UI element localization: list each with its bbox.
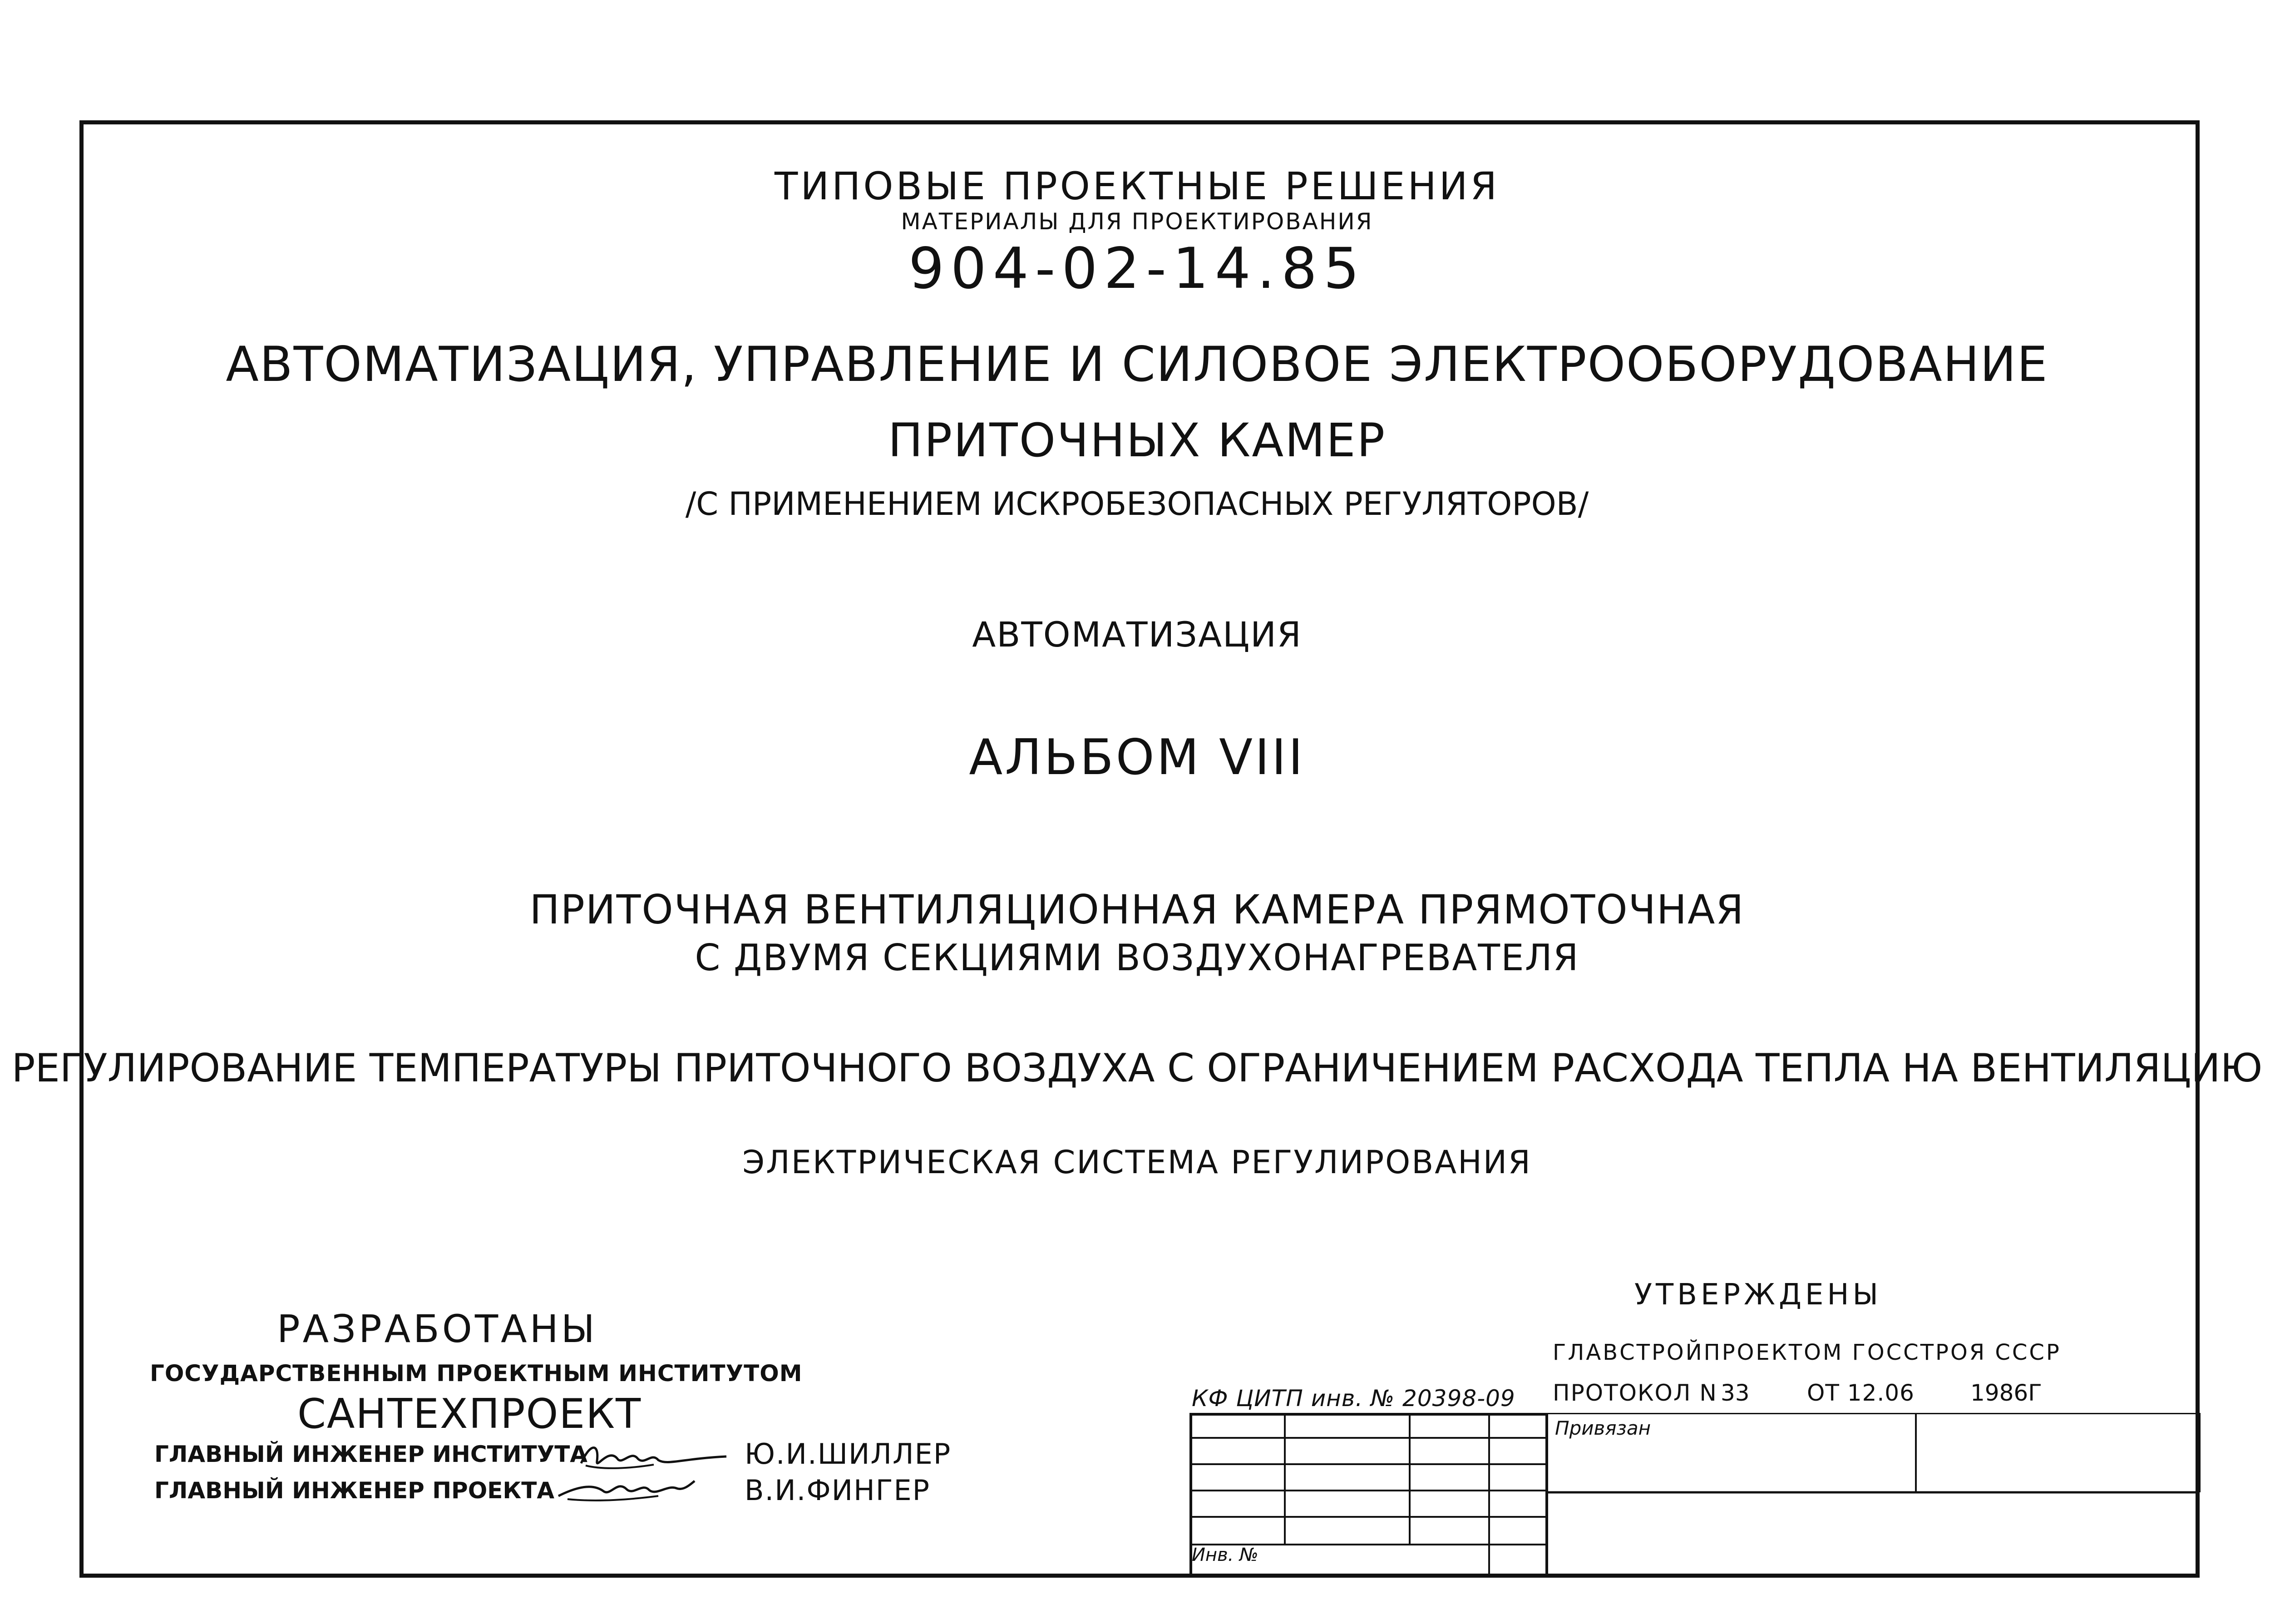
approval-heading: УТВЕРЖДЕНЫ bbox=[1634, 1278, 1882, 1312]
section-name: АВТОМАТИЗАЦИЯ bbox=[972, 614, 1302, 655]
main-title-line1: АВТОМАТИЗАЦИЯ, УПРАВЛЕНИЕ И СИЛОВОЕ ЭЛЕКТРООБОРУДОВАНИЕ bbox=[226, 336, 2048, 392]
inventory-number-top: КФ ЦИТП инв. № 20398-09 bbox=[1192, 1385, 1515, 1412]
inventory-no-label: Инв. № bbox=[1192, 1545, 1258, 1565]
chief-engineer-institute-name: Ю.И.ШИЛЛЕР bbox=[745, 1437, 952, 1471]
signature-1 bbox=[577, 1438, 731, 1475]
signature-2 bbox=[554, 1471, 699, 1507]
developer-heading: РАЗРАБОТАНЫ bbox=[277, 1307, 597, 1351]
developer-institute: САНТЕХПРОЕКТ bbox=[297, 1390, 642, 1438]
chief-engineer-institute-label: ГЛАВНЫЙ ИНЖЕНЕР ИНСТИТУТА bbox=[154, 1441, 588, 1467]
project-code: 904-02-14.85 bbox=[908, 236, 1366, 301]
description-line1: ПРИТОЧНАЯ ВЕНТИЛЯЦИОННАЯ КАМЕРА ПРЯМОТОЧНАЯ bbox=[529, 886, 1745, 933]
chief-engineer-project-label: ГЛАВНЫЙ ИНЖЕНЕР ПРОЕКТА bbox=[154, 1477, 555, 1504]
protocol-year: 1986Г bbox=[1970, 1380, 2042, 1406]
album-number: АЛЬБОМ VIII bbox=[969, 729, 1305, 786]
protocol-label: ПРОТОКОЛ N bbox=[1553, 1380, 1717, 1406]
main-title-line3: /С ПРИМЕНЕНИЕМ ИСКРОБЕЗОПАСНЫХ РЕГУЛЯТОРОВ/ bbox=[685, 485, 1589, 523]
protocol-date: ОТ 12.06 bbox=[1807, 1380, 1915, 1406]
system-description: ЭЛЕКТРИЧЕСКАЯ СИСТЕМА РЕГУЛИРОВАНИЯ bbox=[742, 1144, 1532, 1181]
main-title-line2: ПРИТОЧНЫХ КАМЕР bbox=[888, 414, 1387, 468]
stamp-table bbox=[1189, 1413, 2202, 1579]
developer-organization: ГОСУДАРСТВЕННЫМ ПРОЕКТНЫМ ИНСТИТУТОМ bbox=[150, 1360, 803, 1387]
series-title: ТИПОВЫЕ ПРОЕКТНЫЕ РЕШЕНИЯ bbox=[775, 164, 1500, 208]
chief-engineer-project-name: В.И.ФИНГЕР bbox=[745, 1474, 931, 1507]
protocol-number: 33 bbox=[1721, 1380, 1750, 1406]
description-line2: С ДВУМЯ СЕКЦИЯМИ ВОЗДУХОНАГРЕВАТЕЛЯ bbox=[695, 937, 1579, 979]
regulation-description: РЕГУЛИРОВАНИЕ ТЕМПЕРАТУРЫ ПРИТОЧНОГО ВОЗДУХА С ОГРАНИЧЕНИЕМ РАСХОДА ТЕПЛА НА ВЕНТИЛЯЦИЮ bbox=[11, 1046, 2263, 1091]
bound-label: Привязан bbox=[1555, 1417, 1651, 1439]
approval-organization: ГЛАВСТРОЙПРОЕКТОМ ГОССТРОЯ СССР bbox=[1553, 1340, 2061, 1365]
materials-subtitle: МАТЕРИАЛЫ ДЛЯ ПРОЕКТИРОВАНИЯ bbox=[901, 208, 1373, 235]
